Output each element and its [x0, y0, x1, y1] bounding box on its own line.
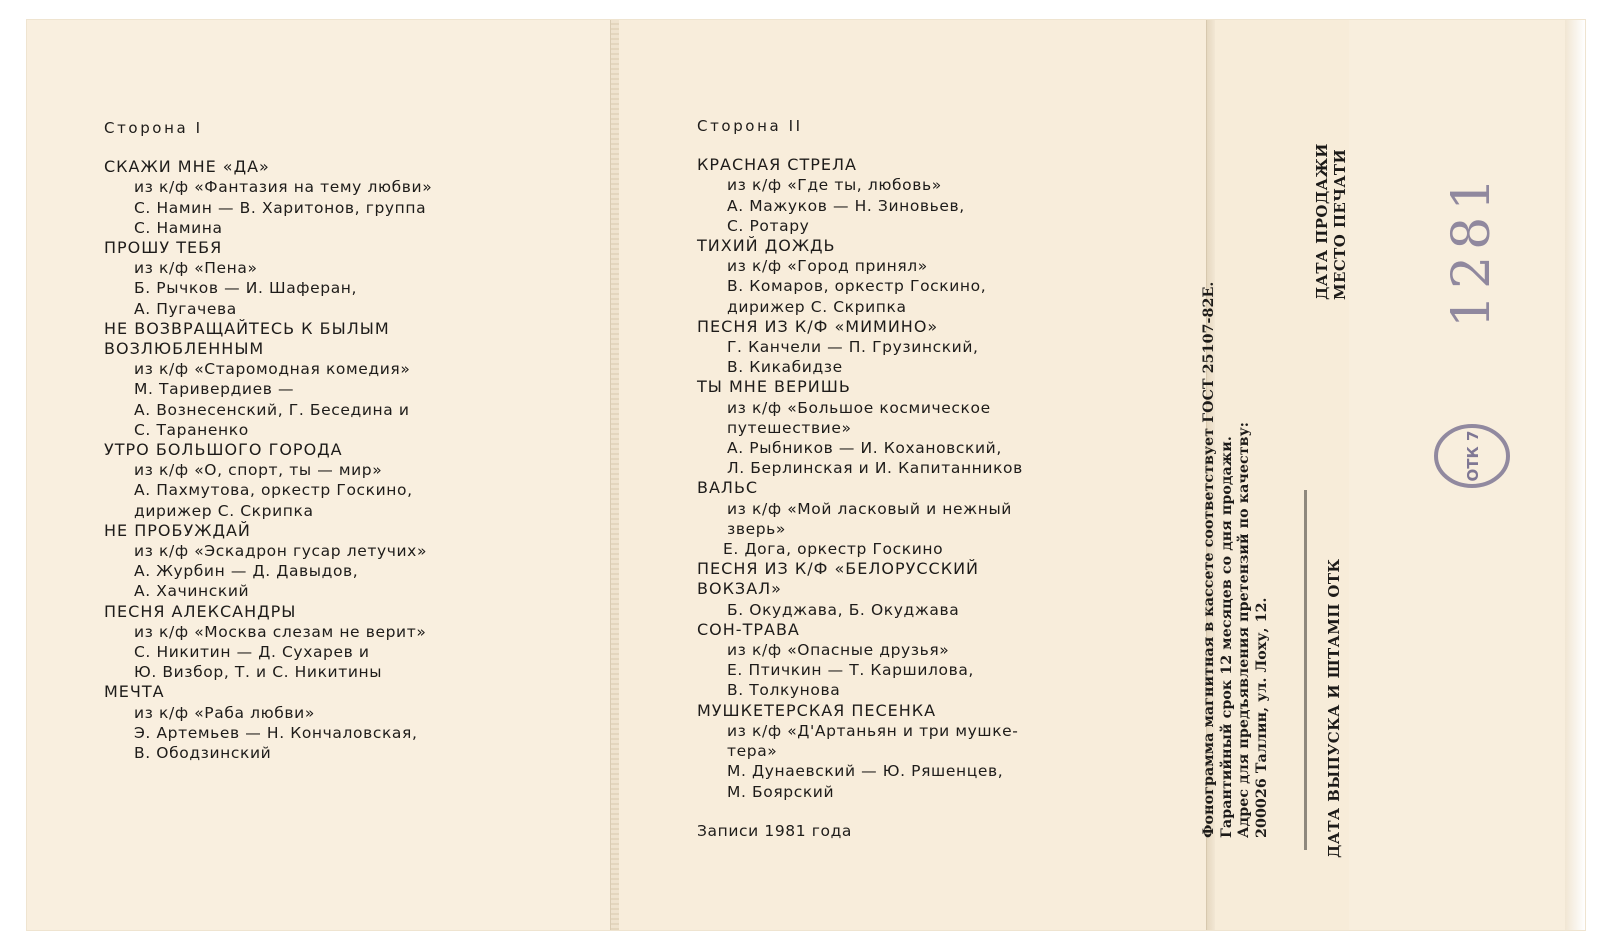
song-line: путешествие»: [727, 418, 852, 437]
song-title: ПРОШУ ТЕБЯ: [104, 238, 223, 258]
song-line: из к/ф «Эскадрон гусар летучих»: [134, 542, 428, 561]
song-line: из к/ф «Мой ласковый и нежный: [727, 499, 1012, 518]
song-line: Е. Дога, оркестр Госкино: [723, 540, 944, 559]
song-title: СКАЖИ МНЕ «ДА»: [104, 157, 270, 177]
sale-date-labels: [1313, 0, 1349, 300]
release-date-label: ДАТА ВЫПУСКА И ШТАМП ОТК: [1325, 558, 1343, 858]
song-line: В. Ободзинский: [134, 744, 272, 763]
song-title-continued: ВОЗЛЮБЛЕННЫМ: [104, 339, 265, 359]
song-line: М. Дунаевский — Ю. Ряшенцев,: [727, 762, 1004, 781]
song-line: из к/ф «Д'Артаньян и три мушке-: [727, 721, 1019, 740]
song-line: дирижер С. Скрипка: [727, 297, 907, 316]
song-title: МУШКЕТЕРСКАЯ ПЕСЕНКА: [697, 700, 937, 720]
song-title: СОН-ТРАВА: [697, 619, 800, 639]
song-line: А. Журбин — Д. Давыдов,: [134, 562, 359, 581]
song-line: Б. Окуджава, Б. Окуджава: [727, 600, 960, 619]
song-line: М. Таривердиев —: [134, 380, 295, 399]
song-title: МЕЧТА: [104, 682, 165, 702]
recording-year-note: Записи 1981 года: [697, 821, 852, 840]
song-line: М. Боярский: [727, 782, 835, 801]
perforated-fold: [610, 20, 619, 930]
song-title: ПЕСНЯ АЛЕКСАНДРЫ: [104, 601, 297, 621]
song-title: УТРО БОЛЬШОГО ГОРОДА: [104, 440, 343, 460]
sale-date-label: ДАТА ПРОДАЖИ: [1313, 143, 1331, 300]
song-line: С. Намина: [134, 218, 223, 237]
legal-notice: [1201, 178, 1321, 838]
song-title-continued: ВОКЗАЛ»: [697, 579, 782, 599]
song-line: из к/ф «Город принял»: [727, 257, 928, 276]
song-title: ПЕСНЯ ИЗ К/Ф «БЕЛОРУССКИЙ: [697, 559, 980, 579]
otk-stamp-icon: [1430, 420, 1514, 492]
song-line: С. Ротару: [727, 216, 810, 235]
song-line: из к/ф «Большое космическое: [727, 398, 991, 417]
song-line: А. Рыбников — И. Кохановский,: [727, 439, 1002, 458]
notice-line: Гарантийный срок 12 месяцев со дня продажи.: [1218, 436, 1235, 838]
song-title: ПЕСНЯ ИЗ К/Ф «МИМИНО»: [697, 316, 939, 336]
song-line: А. Вознесенский, Г. Беседина и: [134, 400, 410, 419]
ink-stamp-number: 1281: [1442, 171, 1502, 328]
song-line: дирижер С. Скрипка: [134, 501, 314, 520]
song-title: ТИХИЙ ДОЖДЬ: [697, 236, 836, 256]
side-heading: Сторона II: [697, 117, 803, 135]
song-line: А. Пахмутова, оркестр Госкино,: [134, 481, 413, 500]
song-line: тера»: [727, 742, 778, 761]
tracklist-side-one: [104, 118, 432, 763]
song-title: КРАСНАЯ СТРЕЛА: [697, 155, 857, 175]
song-line: из к/ф «Опасные друзья»: [727, 641, 950, 660]
notice-line: 200026 Таллин, ул. Лоху, 12.: [1253, 597, 1270, 838]
song-line: Э. Артемьев — Н. Кончаловская,: [134, 723, 418, 742]
song-line: из к/ф «Москва слезам не верит»: [134, 622, 427, 641]
print-place-label: МЕСТО ПЕЧАТИ: [1331, 148, 1349, 300]
song-line: В. Кикабидзе: [727, 358, 843, 377]
song-line: из к/ф «Пена»: [134, 259, 258, 278]
strike-mark: [1304, 490, 1307, 850]
otk-stamp-text: ОТК 7: [1464, 430, 1482, 482]
song-line: В. Толкунова: [727, 681, 841, 700]
song-line: Ю. Визбор, Т. и С. Никитины: [134, 663, 383, 682]
song-title: НЕ ВОЗВРАЩАЙТЕСЬ К БЫЛЫМ: [104, 318, 390, 338]
notice-line: Фонограмма магнитная в кассете соответствует ГОСТ 25107-82Е.: [1201, 281, 1217, 838]
song-line: из к/ф «О, спорт, ты — мир»: [134, 461, 383, 480]
song-title: НЕ ПРОБУЖДАЙ: [104, 520, 251, 540]
song-line: Л. Берлинская и И. Капитанников: [727, 459, 1023, 478]
tracklist-side-two: [697, 116, 1023, 841]
song-title: ТЫ МНЕ ВЕРИШЬ: [697, 377, 851, 397]
song-line: Е. Птичкин — Т. Каршилова,: [727, 661, 974, 680]
song-line: из к/ф «Раба любви»: [134, 703, 315, 722]
card-edge: [1565, 20, 1585, 930]
side-heading: Сторона I: [104, 119, 203, 137]
song-line: Б. Рычков — И. Шаферан,: [134, 279, 358, 298]
song-line: из к/ф «Где ты, любовь»: [727, 176, 942, 195]
song-title: ВАЛЬС: [697, 478, 759, 498]
song-line: Г. Канчели — П. Грузинский,: [727, 338, 979, 357]
song-line: из к/ф «Старомодная комедия»: [134, 360, 411, 379]
song-line: В. Комаров, оркестр Госкино,: [727, 277, 987, 296]
song-line: С. Никитин — Д. Сухарев и: [134, 643, 370, 662]
song-line: С. Намин — В. Харитонов, группа: [134, 198, 427, 217]
song-line: из к/ф «Фантазия на тему любви»: [134, 178, 433, 197]
song-line: А. Пугачева: [134, 299, 237, 318]
notice-line: Адрес для предъявления претензий по качеству:: [1236, 421, 1253, 838]
song-line: С. Тараненко: [134, 420, 249, 439]
song-line: А. Мажуков — Н. Зиновьев,: [727, 196, 965, 215]
song-line: А. Хачинский: [134, 582, 250, 601]
song-line: зверь»: [727, 519, 786, 538]
